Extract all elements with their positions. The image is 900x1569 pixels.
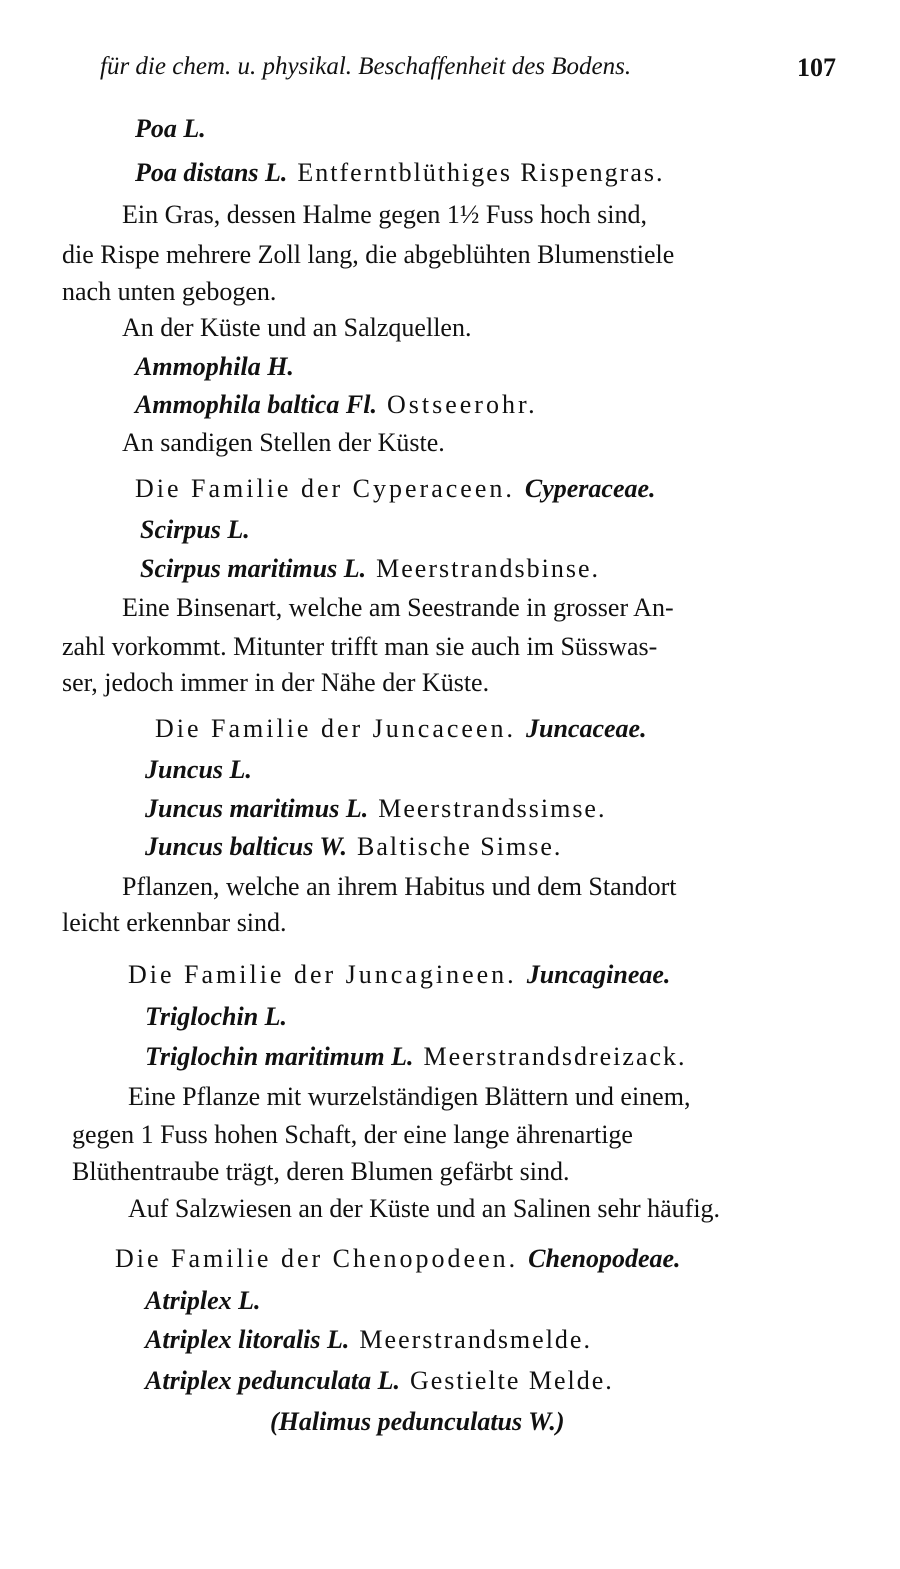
family-heading: Die Familie der Juncagineen. (128, 960, 517, 989)
latin-name: Ammophila baltica Fl. (135, 390, 377, 419)
triglochin-habitat: Auf Salzwiesen an der Küste und an Salinen sehr häufig. (128, 1194, 721, 1223)
triglochin-description-line-2: gegen 1 Fuss hohen Schaft, der eine lange ährenartige (72, 1120, 633, 1149)
species-juncus-maritimus (145, 794, 606, 824)
family-latin: Cyperaceae. (524, 474, 656, 503)
running-title: für die chem. u. physikal. Beschaffenheit des Bodens. (100, 53, 632, 80)
family-latin: Juncaceae. (526, 714, 647, 743)
species-poa-distans (135, 158, 664, 188)
genus-ammophila: Ammophila H. (135, 352, 294, 381)
genus-atriplex: Atriplex L. (145, 1286, 261, 1315)
species-juncus-balticus (145, 832, 562, 862)
family-heading: Die Familie der Juncaceen. (155, 714, 516, 743)
latin-name: Atriplex pedunculata L. (145, 1366, 400, 1395)
family-heading: Die Familie der Cyperaceen. (135, 474, 515, 503)
german-name: Entferntblüthiges Rispengras. (297, 158, 665, 187)
german-name: Meerstrandsbinse. (376, 554, 601, 583)
page-number: 107 (797, 53, 836, 82)
species-triglochin-maritimum (145, 1042, 687, 1072)
family-juncagineae (128, 960, 670, 990)
synonym-halimus: (Halimus pedunculatus W.) (270, 1407, 565, 1436)
german-name: Ostseerohr. (386, 390, 538, 419)
latin-name: Poa distans L. (135, 158, 288, 187)
juncus-description-line-1: Pflanzen, welche an ihrem Habitus und dem Standort (122, 872, 677, 901)
latin-name: Triglochin maritimum L. (145, 1042, 414, 1071)
latin-name: Juncus balticus W. (145, 832, 348, 861)
species-atriplex-pedunculata (145, 1366, 614, 1396)
german-name: Meerstrandsmelde. (359, 1325, 592, 1354)
family-chenopodeae (115, 1244, 681, 1274)
latin-name: Atriplex litoralis L. (145, 1325, 350, 1354)
ammophila-habitat: An sandigen Stellen der Küste. (122, 428, 445, 457)
poa-description-line-3: nach unten gebogen. (62, 277, 277, 306)
species-atriplex-litoralis (145, 1325, 592, 1355)
genus-triglochin: Triglochin L. (145, 1002, 288, 1031)
poa-description-line-1: Ein Gras, dessen Halme gegen 1½ Fuss hoch sind, (122, 200, 647, 229)
poa-description-line-2: die Rispe mehrere Zoll lang, die abgeblühten Blumenstiele (62, 240, 675, 269)
species-scirpus-maritimus (140, 554, 600, 584)
triglochin-description-line-3: Blüthentraube trägt, deren Blumen gefärbt sind. (72, 1157, 570, 1186)
scirpus-description-line-3: ser, jedoch immer in der Nähe der Küste. (62, 668, 490, 697)
genus-scirpus: Scirpus L. (140, 515, 250, 544)
family-latin: Juncagineae. (526, 960, 671, 989)
poa-habitat: An der Küste und an Salzquellen. (122, 313, 472, 342)
juncus-description-line-2: leicht erkennbar sind. (62, 908, 287, 937)
german-name: Meerstrandssimse. (378, 794, 607, 823)
german-name: Baltische Simse. (357, 832, 563, 861)
german-name: Gestielte Melde. (409, 1366, 614, 1395)
german-name: Meerstrandsdreizack. (423, 1042, 687, 1071)
species-ammophila-baltica (135, 390, 538, 420)
family-latin: Chenopodeae. (528, 1244, 681, 1273)
latin-name: Juncus maritimus L. (145, 794, 369, 823)
family-heading: Die Familie der Chenopodeen. (115, 1244, 519, 1273)
scirpus-description-line-1: Eine Binsenart, welche am Seestrande in grosser An- (122, 593, 674, 622)
genus-poa: Poa L. (135, 114, 206, 143)
triglochin-description-line-1: Eine Pflanze mit wurzelständigen Blättern und einem, (128, 1082, 691, 1111)
family-cyperaceae (135, 474, 656, 504)
genus-juncus: Juncus L. (145, 755, 252, 784)
scirpus-description-line-2: zahl vorkommt. Mitunter trifft man sie auch im Süsswas- (62, 632, 658, 661)
latin-name: Scirpus maritimus L. (140, 554, 367, 583)
family-juncaceae (155, 714, 647, 744)
